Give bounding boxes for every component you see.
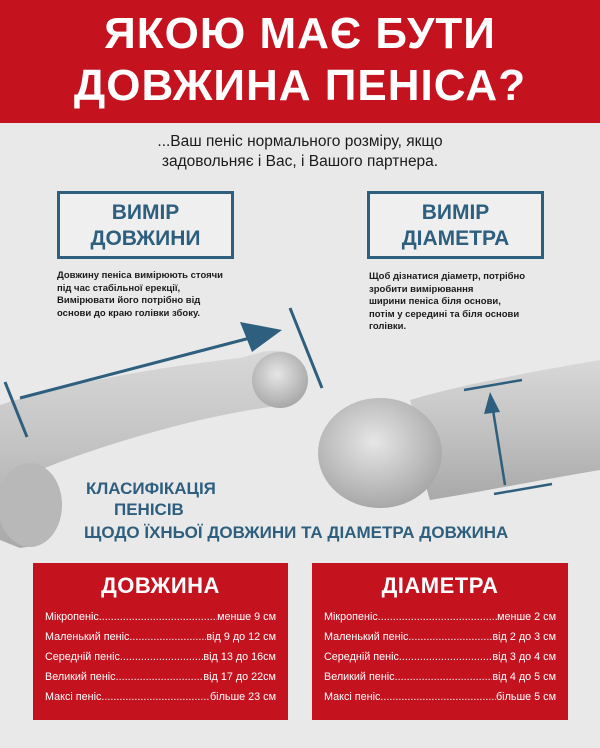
row-label: Максі пеніс bbox=[324, 691, 381, 703]
row-value: більше 23 см bbox=[209, 691, 276, 703]
row-label: Мікропеніс bbox=[45, 611, 99, 623]
length-box-line-1: ВИМІР bbox=[111, 201, 180, 224]
row-value: від 3 до 4 см bbox=[492, 651, 556, 663]
diameter-desc-line: зробити вимірювання bbox=[369, 283, 474, 295]
length-table-title: ДОВЖИНА bbox=[101, 573, 220, 598]
table-row bbox=[45, 607, 276, 627]
row-label: Середній пеніс bbox=[45, 651, 120, 663]
diameter-box-line-2: ДІАМЕТРА bbox=[401, 227, 510, 250]
diameter-table bbox=[312, 563, 568, 720]
classification-line-2: ПЕНІСІВ bbox=[114, 500, 184, 519]
diameter-measure-box bbox=[367, 191, 544, 259]
table-row bbox=[324, 647, 556, 667]
row-value: від 13 до 16см bbox=[203, 651, 276, 663]
length-desc-line: Довжину пеніса вимірюють стоячи bbox=[57, 270, 224, 281]
row-label: Великий пеніс bbox=[45, 671, 116, 683]
table-row bbox=[324, 667, 556, 687]
diameter-desc-line: голівки. bbox=[369, 321, 407, 332]
length-desc-line: основи до краю голівки збоку. bbox=[57, 307, 201, 319]
measurement-illustration bbox=[0, 300, 600, 560]
diameter-table-title: ДІАМЕТРА bbox=[381, 573, 499, 598]
length-measure-box bbox=[57, 191, 234, 259]
intro-text bbox=[0, 132, 600, 172]
table-row bbox=[324, 687, 556, 707]
row-label: Маленький пеніс bbox=[45, 631, 130, 643]
right-model-shape bbox=[318, 360, 600, 508]
diameter-desc-line: потім у середині та біля основи bbox=[369, 308, 520, 320]
row-value: більше 5 см bbox=[496, 691, 556, 703]
row-label: Мікропеніс bbox=[324, 611, 378, 623]
classification-line-3: ЩОДО ЇХНЬОЇ ДОВЖИНИ ТА ДІАМЕТРА ДОВЖИНА bbox=[84, 523, 509, 542]
table-row bbox=[324, 627, 556, 647]
length-desc-line: Вимірювати його потрібно від bbox=[57, 295, 201, 306]
table-row bbox=[45, 647, 276, 667]
intro-line-2: задовольняє і Вас, і Вашого партнера. bbox=[161, 153, 439, 170]
row-label: Маленький пеніс bbox=[324, 631, 409, 643]
row-value: від 17 до 22см bbox=[203, 671, 276, 683]
diameter-desc-line: ширини пеніса біля основи, bbox=[369, 296, 501, 307]
length-box-line-2: ДОВЖИНИ bbox=[90, 227, 201, 250]
diameter-box-line-1: ВИМІР bbox=[421, 201, 490, 224]
table-row bbox=[45, 687, 276, 707]
length-desc-line: під час стабільної ерекції, bbox=[57, 282, 181, 294]
headline-line-2: ДОВЖИНА ПЕНІСА? bbox=[73, 61, 527, 110]
intro-line-1: ...Ваш пеніс нормального розміру, якщо bbox=[157, 133, 443, 150]
row-value: менше 2 см bbox=[497, 611, 556, 623]
diameter-desc-line: Щоб дізнатися діаметр, потрібно bbox=[369, 271, 526, 282]
row-value: від 4 до 5 см bbox=[492, 671, 556, 683]
classification-line-1: КЛАСИФІКАЦІЯ bbox=[86, 479, 216, 498]
row-value: менше 9 см bbox=[217, 611, 276, 623]
row-value: від 9 до 12 см bbox=[206, 631, 276, 643]
table-row bbox=[45, 667, 276, 687]
row-value: від 2 до 3 см bbox=[492, 631, 556, 643]
row-label: Максі пеніс bbox=[45, 691, 102, 703]
header-banner bbox=[0, 0, 600, 123]
table-row bbox=[45, 627, 276, 647]
table-row bbox=[324, 607, 556, 627]
row-label: Середній пеніс bbox=[324, 651, 399, 663]
length-table bbox=[33, 563, 288, 720]
headline-line-1: ЯКОЮ МАЄ БУТИ bbox=[104, 9, 496, 58]
row-label: Великий пеніс bbox=[324, 671, 395, 683]
